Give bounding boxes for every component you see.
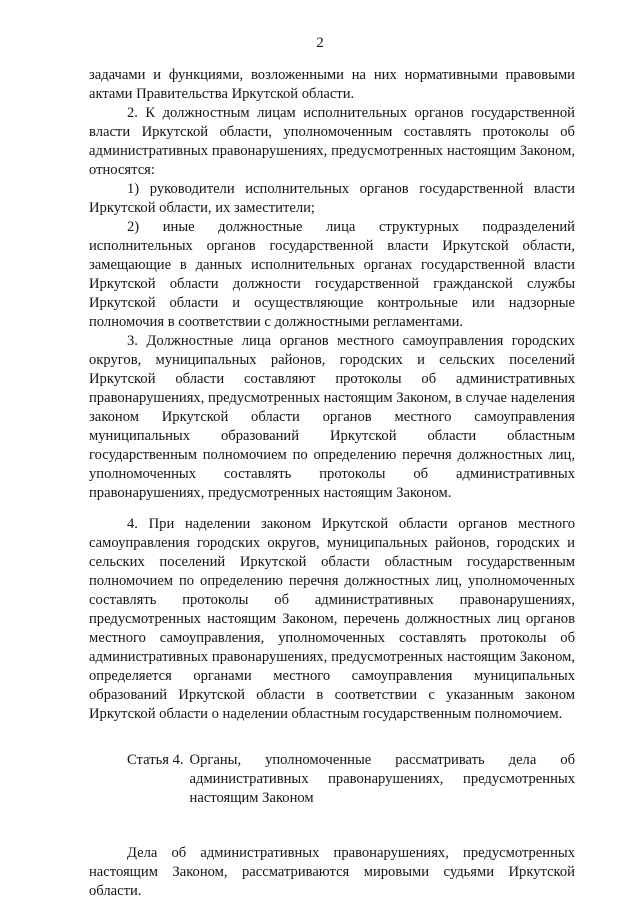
paragraph-item-4: 4. При наделении законом Иркутской области органов местного самоуправления городских округов, муниципальных районов, городских и сельских поселений Иркутской области областным государственным полномочием по определению перечня должностных лиц, уполномоченных составлять протоколы об административных правонарушениях, предусмотренных настоящим Законом, перечень должностных лиц органов местного самоуправления, уполномоченных составлять протоколы об административных правонарушениях, предусмотренных настоящим Законом, определяется органами местного самоуправления муниципальных образований Иркутской области в соответствии с указанным законом Иркутской области о наделении областным государственным полномочием. bbox=[89, 516, 575, 722]
paragraph-subitem-1: 1) руководители исполнительных органов государственной власти Иркутской области, их заместители; bbox=[89, 181, 575, 216]
article-4-label: Статья 4. bbox=[127, 752, 184, 768]
article-4-heading bbox=[89, 751, 575, 808]
paragraph-item-3: 3. Должностные лица органов местного самоуправления городских округов, муниципальных районов, городских и сельских поселений Иркутской области составляют протоколы об административных правонарушениях, предусмотренных настоящим Законом, в случае наделения законом Иркутской области органов местного самоуправления муниципальных образований Иркутской области областным государственным полномочием по определению перечня должностных лиц, уполномоченных составлять протоколы об административных правонарушениях, предусмотренных настоящим Законом. bbox=[89, 333, 575, 501]
paragraph-article-4-body: Дела об административных правонарушениях, предусмотренных настоящим Законом, рассматриваются мировыми судьями Иркутской области. bbox=[89, 845, 575, 899]
paragraph-subitem-2: 2) иные должностные лица структурных подразделений исполнительных органов государственной власти Иркутской области, замещающие в данных исполнительных органах государственной власти Иркутской области должности государственной гражданской службы Иркутской области и осуществляющие контрольные или надзорные полномочия в соответствии с должностными регламентами. bbox=[89, 219, 575, 330]
paragraph-item-2: 2. К должностным лицам исполнительных органов государственной власти Иркутской области, уполномоченным составлять протоколы об административных правонарушениях, предусмотренных настоящим Законом, относятся: bbox=[89, 105, 575, 178]
paragraph-continuation: задачами и функциями, возложенными на них нормативными правовыми актами Правительства Иркутской области. bbox=[89, 67, 575, 102]
page-number: 2 bbox=[316, 35, 324, 51]
article-4-title: Органы, уполномоченные рассматривать дела об административных правонарушениях, предусмотренных настоящим Законом bbox=[189, 752, 575, 806]
document-body bbox=[89, 66, 575, 901]
